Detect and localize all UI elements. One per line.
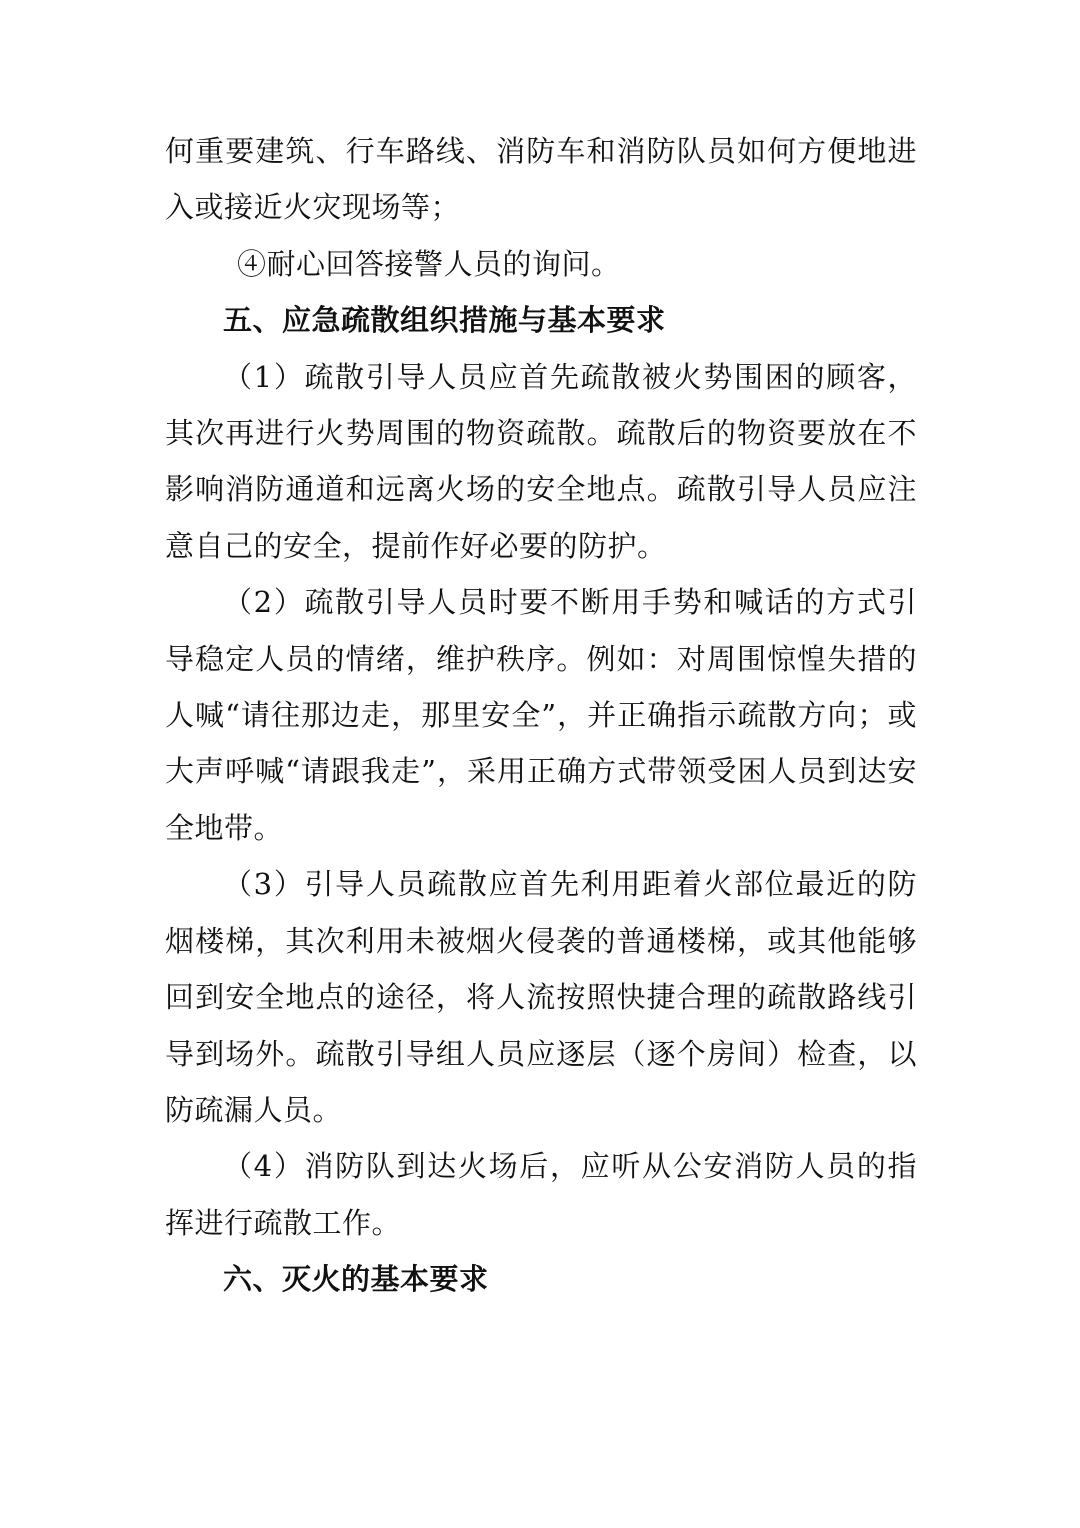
paragraph-evacuation-4: （4）消防队到达火场后，应听从公安消防人员的指挥进行疏散工作。 — [165, 1149, 917, 1240]
section-heading-5: 五、应急疏散组织措施与基本要求 — [223, 303, 666, 338]
paragraph-evacuation-3: （3）引导人员疏散应首先利用距着火部位最近的防烟楼梯，其次利用未被烟火侵袭的普通楼梯，或其他能够回到安全地点的途径，将人流按照快捷合理的疏散路线引导到场外。疏散引导组人员应逐层（逐个房间）检查，以防疏漏人员。 — [165, 867, 917, 1127]
list-item-4: ④耐心回答接警人员的询问。 — [237, 246, 621, 281]
section-heading-6: 六、灭火的基本要求 — [223, 1262, 489, 1297]
paragraph-evacuation-1: （1）疏散引导人员应首先疏散被火势围困的顾客，其次再进行火势周围的物资疏散。疏散后的物资要放在不影响消防通道和远离火场的安全地点。疏散引导人员应注意自己的安全，提前作好必要的防护。 — [165, 359, 917, 563]
paragraph-evacuation-2: （2）疏散引导人员时要不断用手势和喊话的方式引导稳定人员的情绪，维护秩序。例如：对周围惊惶失措的人喊“请往那边走，那里安全”，并正确指示疏散方向；或大声呼喊“请跟我走”，采用正确方式带领受困人员到达安全地带。 — [165, 585, 917, 845]
paragraph-continuation: 何重要建筑、行车路线、消防车和消防队员如何方便地进入或接近火灾现场等； — [165, 134, 917, 225]
document-body — [165, 123, 917, 1308]
